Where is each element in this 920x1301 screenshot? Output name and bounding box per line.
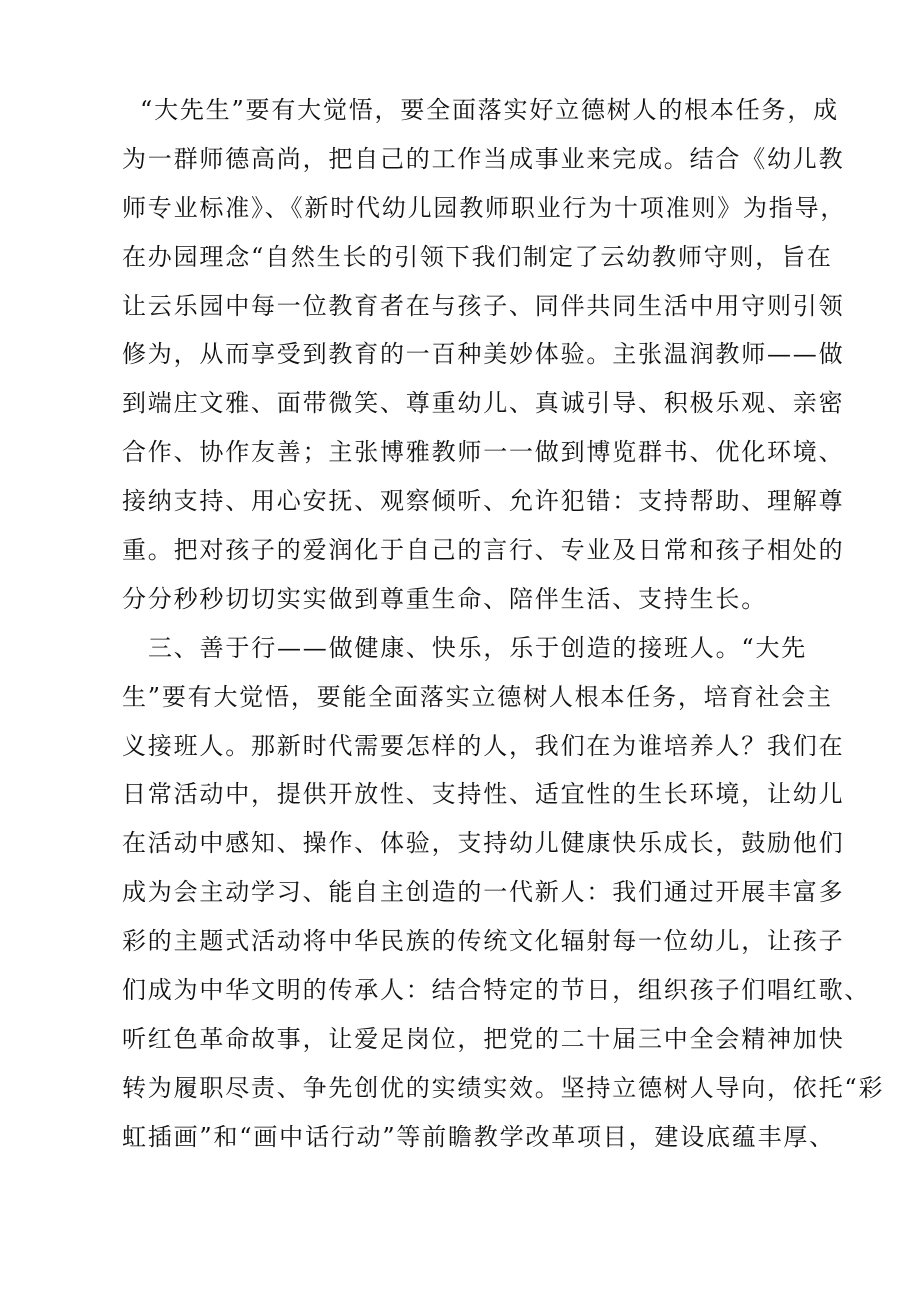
text-line: 们成为中华文明的传承人：结合特定的节日，组织孩子们唱红歌、 bbox=[122, 976, 871, 1005]
text-line: 为一群师德高尚，把自己的工作当成事业来完成。结合《幼儿教 bbox=[122, 144, 845, 173]
text-line: 听红色革命故事，让爱足岗位，把党的二十届三中全会精神加快 bbox=[122, 1024, 845, 1053]
paragraph-1 bbox=[122, 86, 847, 624]
document-body bbox=[122, 86, 885, 1162]
text-line: 彩的主题式活动将中华民族的传统文化辐射每一位幼儿，让孩子 bbox=[122, 927, 845, 956]
text-line: 修为，从而享受到教育的一百种美妙体验。主张温润教师——做 bbox=[122, 340, 845, 369]
text-line: 接纳支持、用心安抚、观察倾听、允许犯错：支持帮助、理解尊 bbox=[122, 487, 845, 516]
text-line: 成为会主动学习、能自主创造的一代新人：我们通过开展丰富多 bbox=[122, 878, 845, 907]
text-line: 在办园理念“自然生长的引领下我们制定了云幼教师守则，旨在 bbox=[122, 242, 833, 271]
text-line: 分分秒秒切切实实做到尊重生命、陪伴生活、支持生长。 bbox=[122, 584, 767, 613]
paragraph-2 bbox=[122, 624, 885, 1162]
text-line: 合作、协作友善；主张博雅教师一一做到博览群书、优化环境、 bbox=[122, 438, 845, 467]
text-line: 重。把对孩子的爱润化于自己的言行、专业及日常和孩子相处的 bbox=[122, 536, 845, 565]
text-line: 到端庄文雅、面带微笑、尊重幼儿、真诚引导、积极乐观、亲密 bbox=[122, 389, 845, 418]
text-line: “大先生”要有大觉悟，要全面落实好立德树人的根本任务，成 bbox=[140, 96, 839, 124]
text-line: 生”要有大觉悟，要能全面落实立德树人根本任务，培育社会主 bbox=[122, 682, 833, 711]
text-line: 虹插画”和“画中话行动”等前瞻教学改革项目，建设底蕴丰厚、 bbox=[122, 1122, 836, 1151]
text-line: 三、善于行——做健康、快乐，乐于创造的接班人。“大先 bbox=[148, 633, 808, 662]
text-line: 转为履职尽责、争先创优的实绩实效。坚持立德树人导向，依托“彩 bbox=[122, 1073, 885, 1102]
text-line: 师专业标准》、《新时代幼儿园教师职业行为十项准则》为指导， bbox=[122, 193, 847, 222]
text-line: 义接班人。那新时代需要怎样的人，我们在为谁培养人？我们在 bbox=[122, 731, 845, 760]
text-line: 日常活动中，提供开放性、支持性、适宜性的生长环境，让幼儿 bbox=[122, 780, 845, 809]
text-line: 在活动中感知、操作、体验，支持幼儿健康快乐成长，鼓励他们 bbox=[122, 829, 845, 858]
text-line: 让云乐园中每一位教育者在与孩子、同伴共同生活中用守则引领 bbox=[122, 291, 845, 320]
